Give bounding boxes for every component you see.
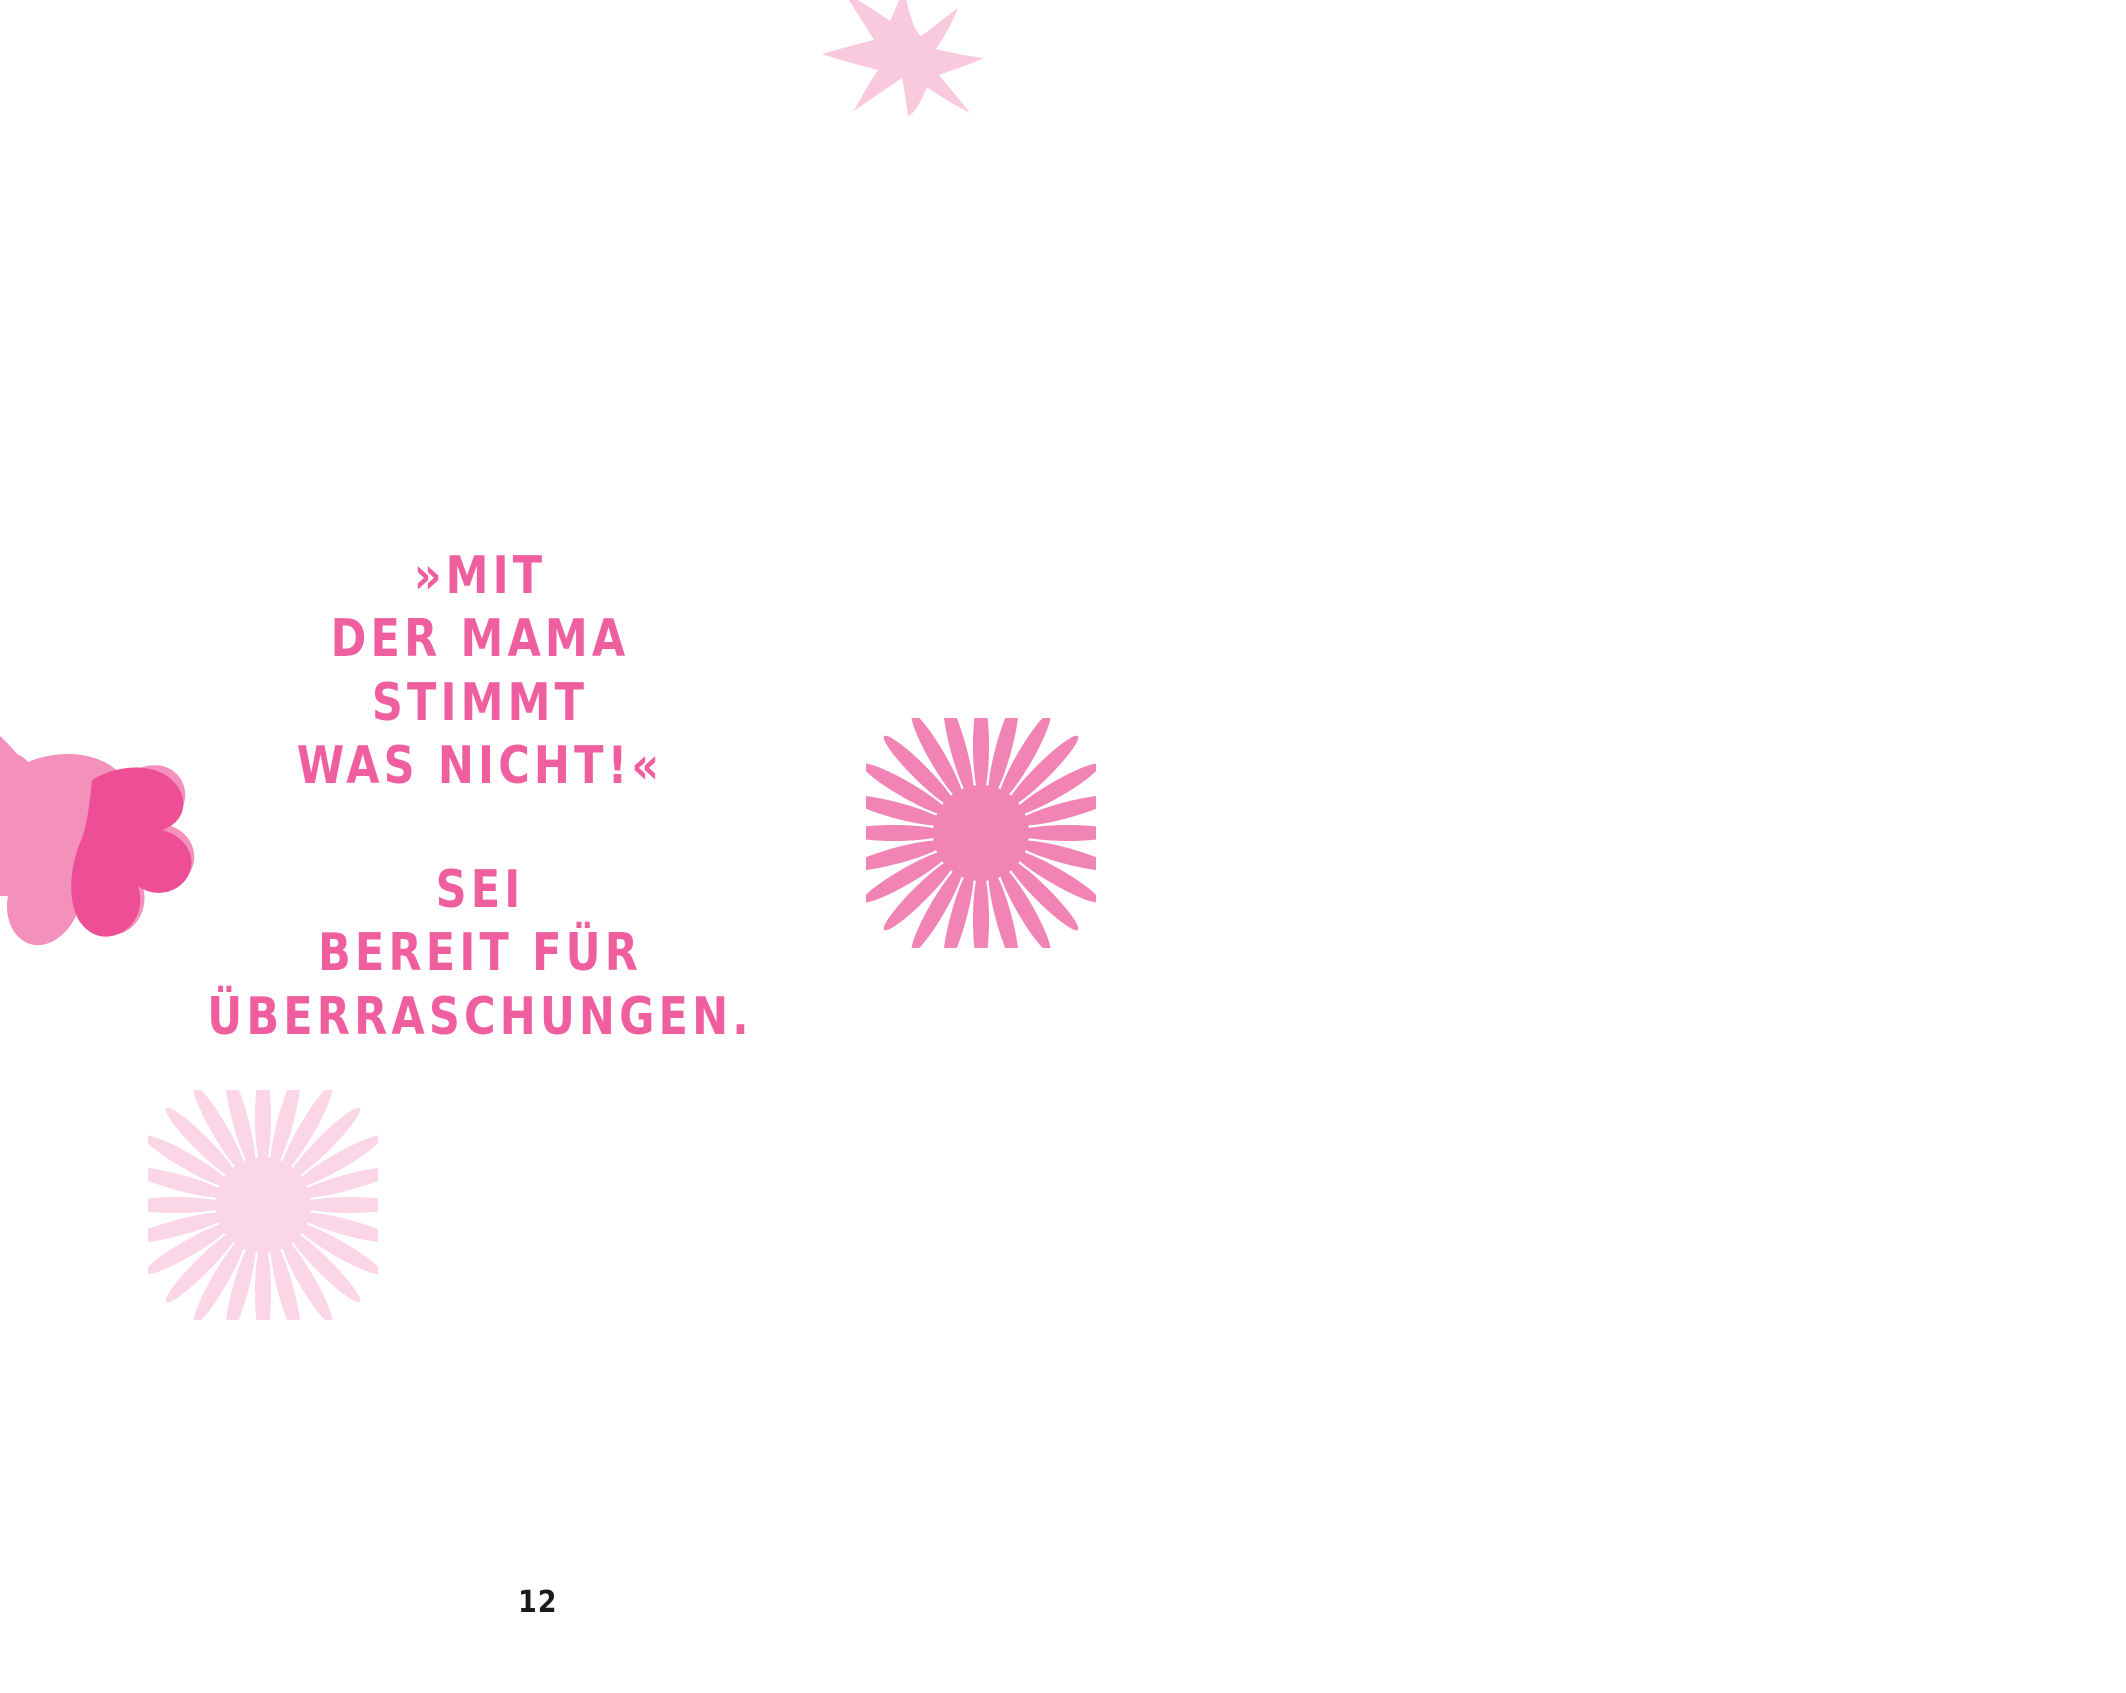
pull-quote xyxy=(149,545,811,1049)
daisy-flower-light-icon xyxy=(148,1090,378,1320)
pull-quote-line: ÜBERRASCHUNGEN. xyxy=(207,986,753,1047)
pull-quote-line: WAS NICHT!« xyxy=(296,736,664,797)
pull-quote-line: DER MAMA xyxy=(330,609,630,670)
pull-quote-line: STIMMT xyxy=(371,672,589,733)
page-right xyxy=(1063,0,2126,1693)
pull-quote-line: SEI xyxy=(435,859,525,920)
daisy-flower-dark-icon xyxy=(866,718,1096,948)
pull-quote-line: BEREIT FÜR xyxy=(317,923,643,984)
pull-quote-spacer xyxy=(149,799,811,859)
pull-quote-line: »MIT xyxy=(413,546,547,606)
page-number-left: 12 xyxy=(518,1585,558,1620)
star-icon xyxy=(818,0,988,116)
